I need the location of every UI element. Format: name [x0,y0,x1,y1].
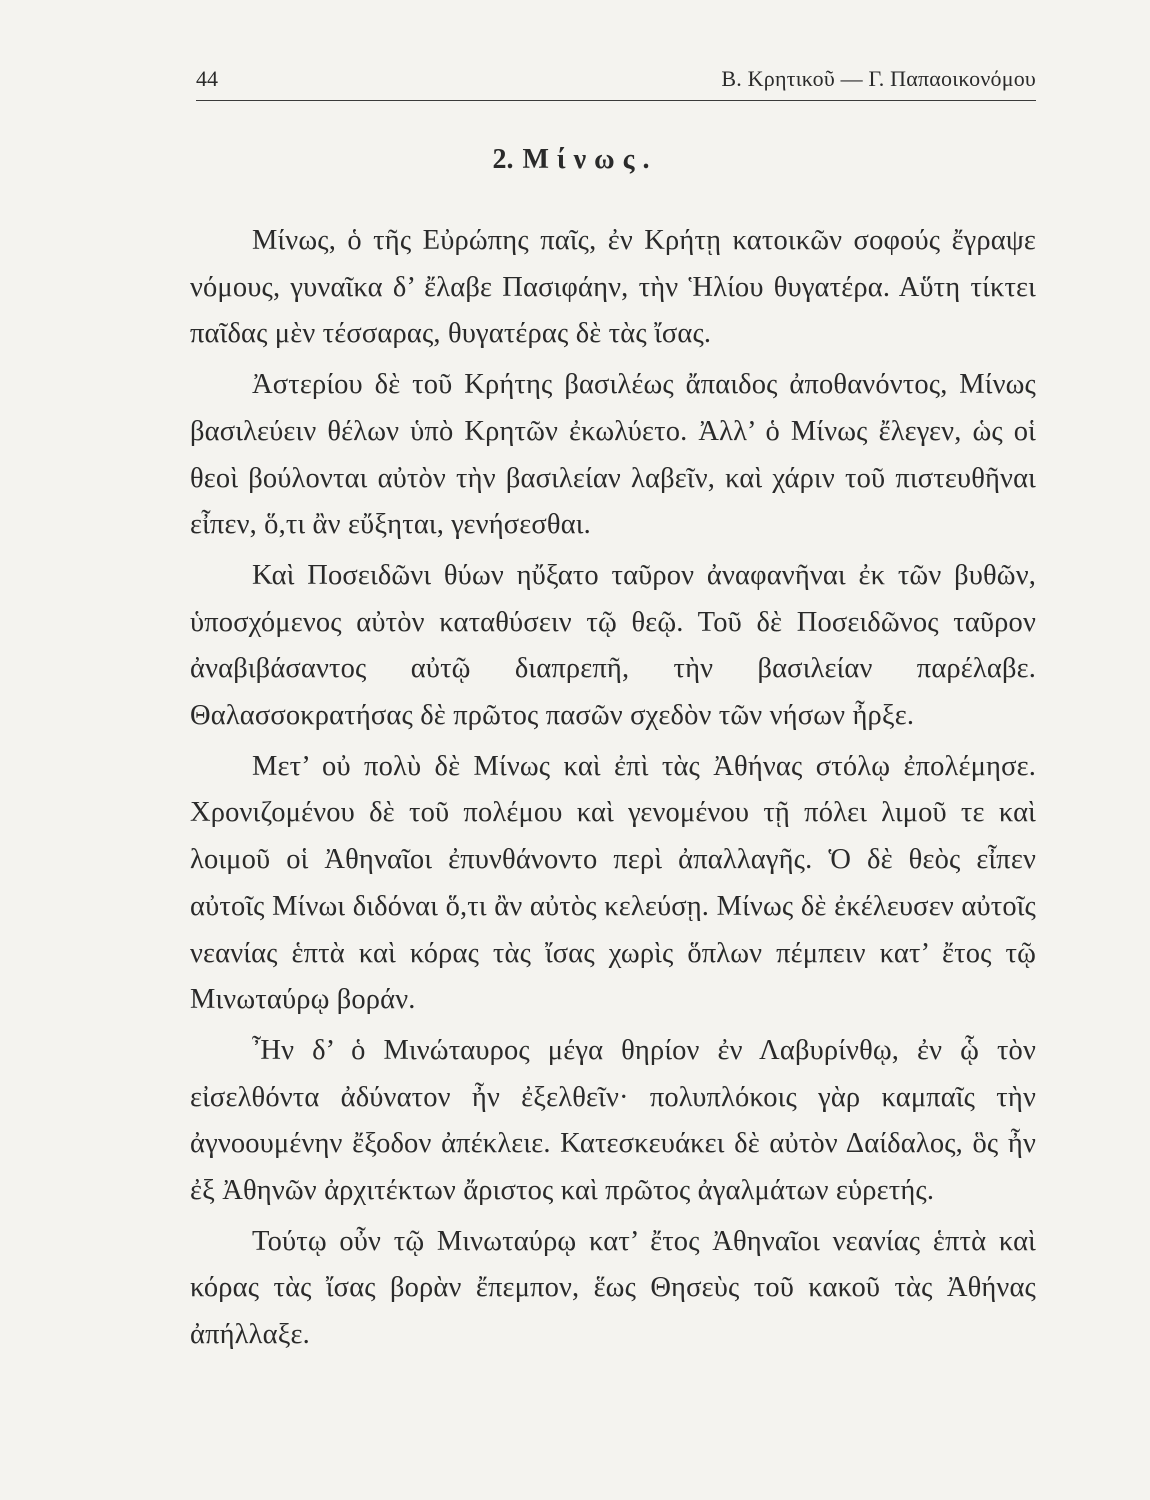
page-header [196,66,1036,101]
paragraph: Ἀστερίου δὲ τοῦ Κρήτης βασιλέως ἄπαιδος ἀποθανόντος, Μίνως βασιλεύειν θέλων ὑπὸ Κρητῶν ἐκωλύετο. Ἀλλ’ ὁ Μίνως ἔλεγεν, ὡς οἱ θεοὶ βούλονται αὐτὸν τὴν βασιλείαν λαβεῖν, καὶ χάριν τοῦ πιστευθῆναι εἶπεν, ὅ,τι ἂν εὔξηται, γενήσεσθαι. [190,369,1036,541]
paragraph: Καὶ Ποσειδῶνι θύων ηὔξατο ταῦρον ἀναφανῆναι ἐκ τῶν βυθῶν, ὑποσχόμενος αὐτὸν καταθύσειν τῷ θεῷ. Τοῦ δὲ Ποσειδῶνος ταῦρον ἀναβιβάσαντος αὐτῷ διαπρεπῆ, τὴν βασιλείαν παρέλαβε. Θαλασσοκρατήσας δὲ πρῶτος πασῶν σχεδὸν τῶν νήσων ἦρξε. [190,559,1036,732]
chapter-number: 2. [492,144,514,175]
paragraph: Τούτῳ οὖν τῷ Μινωταύρῳ κατ’ ἔτος Ἀθηναῖοι νεανίας ἑπτὰ καὶ κόρας τὰς ἴσας βορὰν ἔπεμπον, ἕως Θησεὺς τοῦ κακοῦ τὰς Ἀθήνας ἀπήλλαξε. [190,1225,1036,1351]
chapter-title [0,144,1150,176]
running-head: Β. Κρητικοῦ — Γ. Παπαοικονόμου [721,66,1036,91]
paragraph: Ἦν δ’ ὁ Μινώταυρος μέγα θηρίον ἐν Λαβυρίνθῳ, ἐν ᾧ τὸν εἰσελθόντα ἀδύνατον ἦν ἐξελθεῖν· πολυπλόκοις γὰρ καμπαῖς τὴν ἀγνοουμένην ἔξοδον ἀπέκλειε. Κατεσκευάκει δὲ αὐτὸν Δαίδαλος, ὃς ἦν ἐξ Ἀθηνῶν ἀρχιτέκτων ἄριστος καὶ πρῶτος ἀγαλμάτων εὑρετής. [190,1034,1036,1207]
chapter-heading: Μίνως. [522,144,658,175]
page-number: 44 [196,66,218,91]
paragraph: Μετ’ οὐ πολὺ δὲ Μίνως καὶ ἐπὶ τὰς Ἀθήνας στόλῳ ἐπολέμησε. Χρονιζομένου δὲ τοῦ πολέμου καὶ γενομένου τῇ πόλει λιμοῦ τε καὶ λοιμοῦ οἱ Ἀθηναῖοι ἐπυνθάνοντο περὶ ἀπαλλαγῆς. Ὁ δὲ θεὸς εἶπεν αὐτοῖς Μίνωι διδόναι ὅ,τι ἂν αὐτὸς κελεύσῃ. Μίνως δὲ ἐκέλευσεν αὐτοῖς νεανίας ἑπτὰ καὶ κόρας τὰς ἴσας χωρὶς ὅπλων πέμπειν κατ’ ἔτος τῷ Μινωταύρῳ βοράν. [190,750,1036,1016]
chapter-body [190,218,1036,1363]
paragraph: Μίνως, ὁ τῆς Εὐρώπης παῖς, ἐν Κρήτῃ κατοικῶν σοφούς ἔγραψε νόμους, γυναῖκα δ’ ἔλαβε Πασιφάην, τὴν Ἡλίου θυγατέρα. Αὕτη τίκτει παῖδας μὲν τέσσαρας, θυγατέρας δὲ τὰς ἴσας. [190,225,1036,350]
